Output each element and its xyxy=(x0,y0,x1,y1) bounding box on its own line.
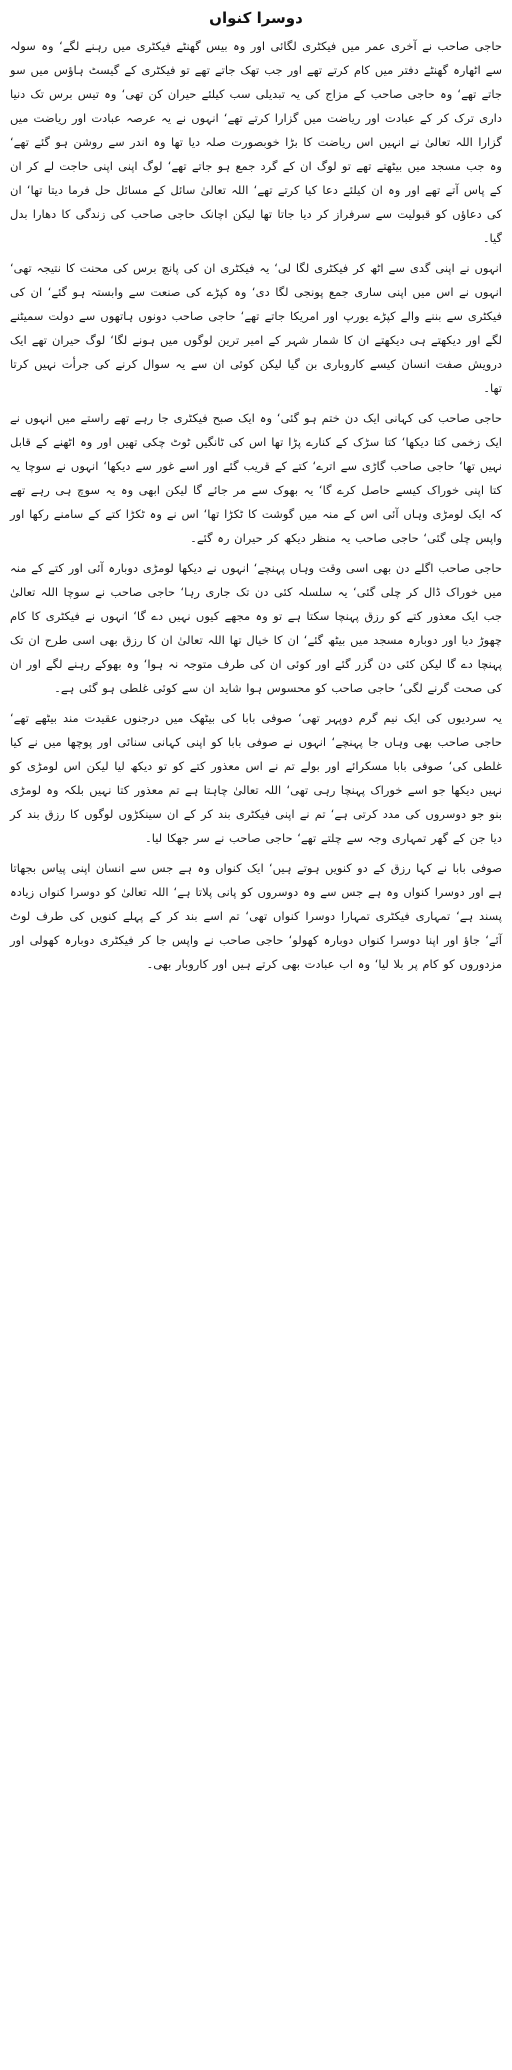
article-paragraph: حاجی صاحب نے آخری عمر میں فیکٹری لگائی اور وہ بیس گھنٹے فیکٹری میں رہنے لگے‘ وہ سولہ سے اٹھارہ گھنٹے دفتر میں کام کرتے تھے اور جب تھک جاتے تھے تو فیکٹری کے گیسٹ ہاؤس میں سو جاتے تھے‘ وہ حاجی صاحب کے مزاج کی یہ تبدیلی سب کیلئے حیران کن تھی‘ وہ تیس برس تک دنیا داری ترک کر کے عبادت اور ریاضت میں گزارا کرتے تھے‘ انہوں نے یہ عرصہ عبادت اور ریاضت میں گزارا اللہ تعالیٰ نے انہیں اس ریاضت کا بڑا خوبصورت صلہ دیا تھا وہ اندر سے روشن ہو گئے تھے‘ وہ جب مسجد میں بیٹھتے تھے تو لوگ ان کے گرد جمع ہو جاتے تھے‘ لوگ اپنی اپنی حاجت لے کر ان کے پاس آتے تھے اور وہ ان کیلئے دعا کیا کرتے تھے‘ اللہ تعالیٰ سائل کے مسائل حل فرما دیتا تھا‘ ان کی دعاؤں کو قبولیت سے سرفراز کر دیا جاتا تھا لیکن اچانک حاجی صاحب کی زندگی کا دھارا بدل گیا۔ xyxy=(10,39,502,245)
article-paragraph: یہ سردیوں کی ایک نیم گرم دوپہر تھی‘ صوفی بابا کی بیٹھک میں درجنوں عقیدت مند بیٹھے تھے‘ حاجی صاحب بھی وہاں جا پہنچے‘ انہوں نے صوفی بابا کو اپنی کہانی سنائی اور پوچھا میں نے کیا غلطی کی‘ صوفی بابا مسکرائے اور بولے تم نے اس معذور کتے کو تو دیکھ لیا لیکن اس لومڑی کو نہیں دیکھا جو اسے خوراک پہنچا رہی تھی‘ اللہ تعالیٰ چاہتا ہے تم معذور کتا نہیں بلکہ وہ لومڑی بنو جو دوسروں کی مدد کرتی ہے‘ تم نے اپنی فیکٹری بند کر کے ان سینکڑوں لوگوں کا رزق بند کر دیا جن کے گھر تمہاری وجہ سے چلتے تھے‘ حاجی صاحب نے سر جھکا لیا۔ xyxy=(10,711,502,845)
article-paragraph: صوفی بابا نے کہا رزق کے دو کنویں ہوتے ہیں‘ ایک کنواں وہ ہے جس سے انسان اپنی پیاس بجھاتا ہے اور دوسرا کنواں وہ ہے جس سے وہ دوسروں کو پانی پلاتا ہے‘ اللہ تعالیٰ کو دوسرا کنواں زیادہ پسند ہے‘ تمہاری فیکٹری تمہارا دوسرا کنواں تھی‘ تم اسے بند کر کے پہلے کنویں کی طرف لوٹ آئے‘ جاؤ اور اپنا دوسرا کنواں دوبارہ کھولو‘ حاجی صاحب نے واپس جا کر فیکٹری دوبارہ کھولی اور مزدوروں کو کام پر بلا لیا‘ وہ اب عبادت بھی کرتے ہیں اور کاروبار بھی۔ xyxy=(10,861,502,971)
article-paragraph: انہوں نے اپنی گدی سے اٹھ کر فیکٹری لگا لی‘ یہ فیکٹری ان کی پانچ برس کی محنت کا نتیجہ تھی‘ انہوں نے اس میں اپنی ساری جمع پونجی لگا دی‘ وہ کپڑے کی صنعت سے وابستہ ہو گئے‘ ان کی فیکٹری سے بننے والے کپڑے یورپ اور امریکا جاتے تھے‘ حاجی صاحب دونوں ہاتھوں سے دولت سمیٹنے لگے اور دیکھتے ہی دیکھتے ان کا شمار شہر کے امیر ترین لوگوں میں ہونے لگا‘ لوگ حیران تھے ایک درویش صفت انسان کیسے کاروباری بن گیا لیکن کوئی ان سے یہ سوال کرنے کی جرأت نہیں کرتا تھا۔ xyxy=(10,261,502,395)
article-title: دوسرا کنواں xyxy=(209,9,303,27)
article-paragraph: حاجی صاحب کی کہانی ایک دن ختم ہو گئی‘ وہ ایک صبح فیکٹری جا رہے تھے راستے میں انہوں نے ایک زخمی کتا دیکھا‘ کتا سڑک کے کنارے پڑا تھا اس کی ٹانگیں ٹوٹ چکی تھیں اور وہ اٹھنے کے قابل نہیں تھا‘ حاجی صاحب گاڑی سے اترے‘ کتے کے قریب گئے اور اسے غور سے دیکھا‘ انہوں نے سوچا یہ کتا اپنی خوراک کیسے حاصل کرے گا‘ یہ بھوک سے مر جائے گا لیکن ابھی وہ یہ سوچ ہی رہے تھے کہ ایک لومڑی وہاں آئی اس کے منہ میں گوشت کا ٹکڑا تھا‘ اس نے وہ ٹکڑا کتے کے سامنے رکھا اور واپس چلی گئی‘ حاجی صاحب یہ منظر دیکھ کر حیران رہ گئے۔ xyxy=(10,411,502,545)
article-paragraph: حاجی صاحب اگلے دن بھی اسی وقت وہاں پہنچے‘ انہوں نے دیکھا لومڑی دوبارہ آئی اور کتے کے منہ میں خوراک ڈال کر چلی گئی‘ یہ سلسلہ کئی دن تک جاری رہا‘ حاجی صاحب نے سوچا اللہ تعالیٰ جب ایک معذور کتے کو رزق پہنچا سکتا ہے تو وہ مجھے کیوں نہیں دے گا‘ انہوں نے فیکٹری کا کام چھوڑ دیا اور دوبارہ مسجد میں بیٹھ گئے‘ ان کا خیال تھا اللہ تعالیٰ ان کا رزق بھی اسی طرح ان تک پہنچا دے گا لیکن کئی دن گزر گئے اور کوئی ان کی طرف متوجہ نہ ہوا‘ وہ بھوکے رہنے لگے اور ان کی صحت گرنے لگی‘ حاجی صاحب کو محسوس ہوا شاید ان سے کوئی غلطی ہو گئی ہے۔ xyxy=(10,561,502,695)
